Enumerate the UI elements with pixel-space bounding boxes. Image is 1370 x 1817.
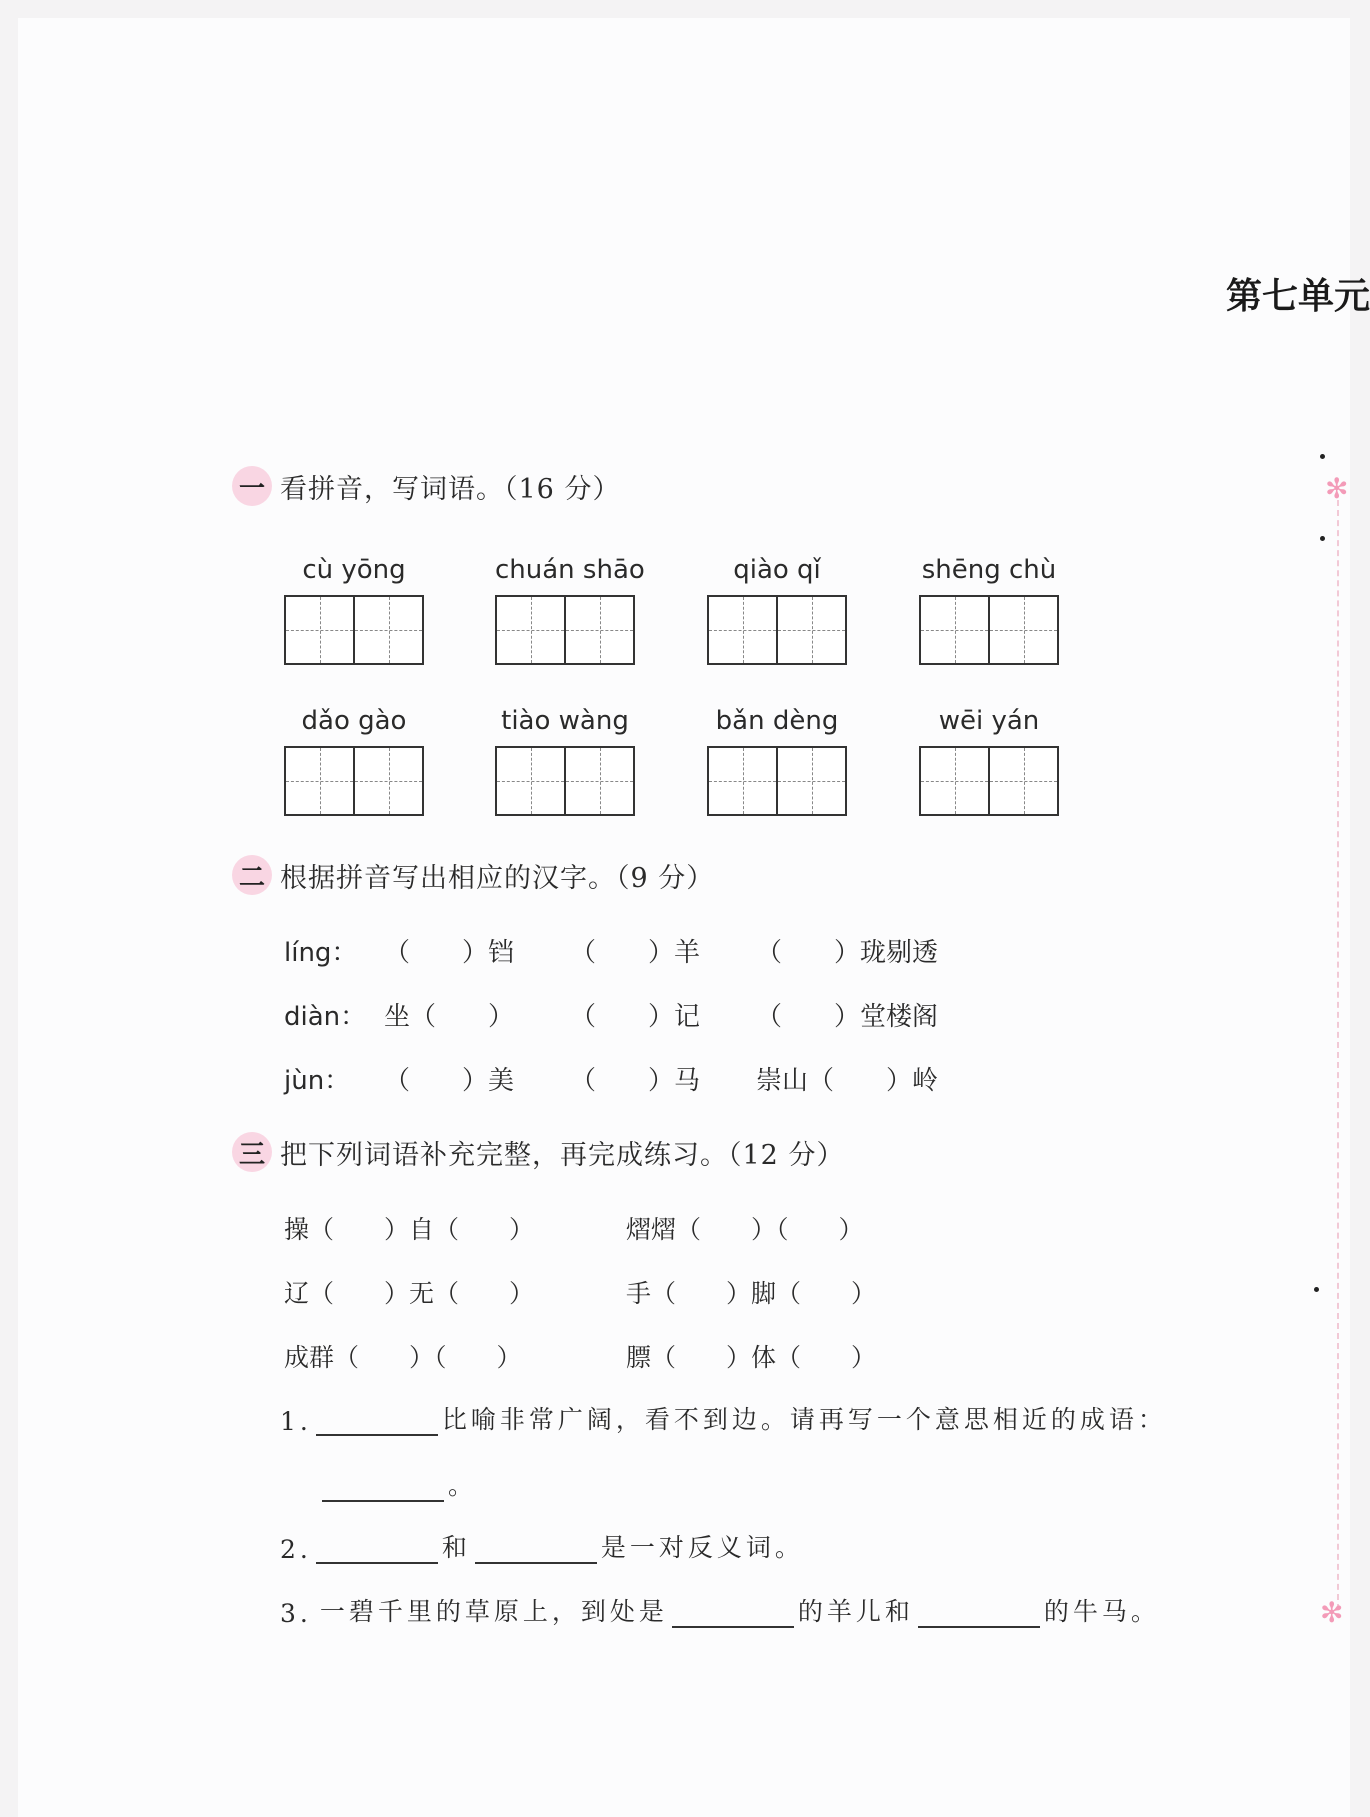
pinyin-label: diàn：	[284, 1001, 367, 1032]
pinyin-fill-row	[284, 1058, 939, 1098]
idiom-fill-item[interactable]: 成群（ ）（ ）	[284, 1343, 522, 1372]
margin-dot	[1320, 536, 1325, 541]
pinyin-text: tiào wàng	[501, 706, 629, 736]
pinyin-label: líng：	[284, 937, 358, 968]
section-number: 一	[232, 466, 272, 506]
question-text: 的羊儿和	[797, 1597, 914, 1626]
writing-box[interactable]	[707, 595, 847, 665]
writing-box[interactable]	[284, 595, 424, 665]
margin-dot	[1314, 1287, 1319, 1292]
pinyin-text: qiào qǐ	[733, 555, 821, 585]
writing-box[interactable]	[919, 595, 1059, 665]
answer-blank[interactable]	[475, 1540, 597, 1564]
question-text: 和	[441, 1533, 471, 1562]
question-text: 是一对反义词。	[600, 1533, 804, 1562]
question-text: 一碧千里的草原上，到处是	[319, 1597, 668, 1626]
pinyin-text: chuán shāo	[495, 555, 645, 585]
pinyin-word	[495, 704, 635, 816]
pinyin-text: bǎn dèng	[715, 706, 839, 736]
answer-blank[interactable]	[316, 1540, 438, 1564]
star-decoration-icon: ✻	[1325, 472, 1349, 505]
pinyin-fill-row	[284, 930, 939, 970]
pinyin-fill-row	[284, 994, 939, 1034]
pinyin-text: wēi yán	[938, 706, 1040, 736]
idiom-fill-item[interactable]: 熠熠（ ）（ ）	[626, 1215, 864, 1244]
pinyin-text: shēng chù	[921, 555, 1057, 585]
question-number: 1.	[280, 1407, 312, 1436]
section-3-header	[232, 1132, 844, 1172]
pinyin-word	[919, 553, 1059, 665]
fill-blank-item[interactable]: （ ）记	[570, 1001, 701, 1032]
question-text: 的牛马。	[1043, 1597, 1160, 1626]
question-text: 比喻非常广阔，看不到边。请再写一个意思相近的成语：	[441, 1405, 1167, 1434]
fill-blank-item[interactable]: （ ）珑剔透	[756, 937, 939, 968]
writing-box[interactable]	[919, 746, 1059, 816]
pinyin-word	[284, 553, 424, 665]
pinyin-text: dǎo gào	[301, 706, 407, 736]
fill-blank-item[interactable]: （ ）铛	[384, 937, 515, 968]
unit-title: 第七单元	[1226, 276, 1370, 317]
question-number: 2.	[280, 1535, 312, 1564]
answer-blank[interactable]	[918, 1604, 1040, 1628]
fill-blank-item[interactable]: （ ）美	[384, 1065, 515, 1096]
idiom-fill-item[interactable]: 膘（ ）体（ ）	[626, 1343, 877, 1372]
writing-box[interactable]	[284, 746, 424, 816]
section-title: 把下列词语补充完整，再完成练习。（12 分）	[280, 1139, 845, 1171]
idiom-fill-item[interactable]: 手（ ）脚（ ）	[626, 1279, 877, 1308]
section-number: 三	[232, 1132, 272, 1172]
fill-blank-item[interactable]: 坐（ ）	[384, 1001, 515, 1032]
fill-blank-item[interactable]: （ ）羊	[570, 937, 701, 968]
pinyin-word	[284, 704, 424, 816]
answer-blank[interactable]	[672, 1604, 794, 1628]
section-title: 看拼音，写词语。（16 分）	[280, 473, 621, 505]
question-number: 3.	[280, 1599, 312, 1628]
writing-box[interactable]	[707, 746, 847, 816]
margin-dot	[1320, 454, 1325, 459]
star-decoration-icon: ✻	[1320, 1596, 1344, 1629]
section-title: 根据拼音写出相应的汉字。（9 分）	[280, 862, 715, 894]
fill-blank-item[interactable]: （ ）堂楼阁	[756, 1001, 939, 1032]
pinyin-word	[495, 553, 645, 665]
fill-blank-item[interactable]: 崇山（ ）岭	[756, 1065, 939, 1096]
answer-blank[interactable]	[322, 1478, 444, 1502]
writing-box[interactable]	[495, 595, 635, 665]
section-number: 二	[232, 855, 272, 895]
section-1-header	[232, 466, 620, 506]
margin-dashed-line	[1337, 500, 1339, 1610]
pinyin-word	[919, 704, 1059, 816]
question-1	[280, 1400, 1167, 1436]
question-1-answer-line	[318, 1466, 477, 1502]
question-2	[280, 1528, 804, 1564]
writing-box[interactable]	[495, 746, 635, 816]
fill-blank-item[interactable]: （ ）马	[570, 1065, 701, 1096]
question-3	[280, 1592, 1160, 1628]
pinyin-word	[707, 553, 847, 665]
pinyin-text: cù yōng	[302, 555, 406, 585]
answer-blank[interactable]	[316, 1412, 438, 1436]
pinyin-label: jùn：	[284, 1065, 351, 1096]
pinyin-word	[707, 704, 847, 816]
question-text: 。	[448, 1471, 478, 1500]
idiom-fill-item[interactable]: 操（ ）自（ ）	[284, 1215, 535, 1244]
idiom-fill-item[interactable]: 辽（ ）无（ ）	[284, 1279, 535, 1308]
section-2-header	[232, 855, 714, 895]
